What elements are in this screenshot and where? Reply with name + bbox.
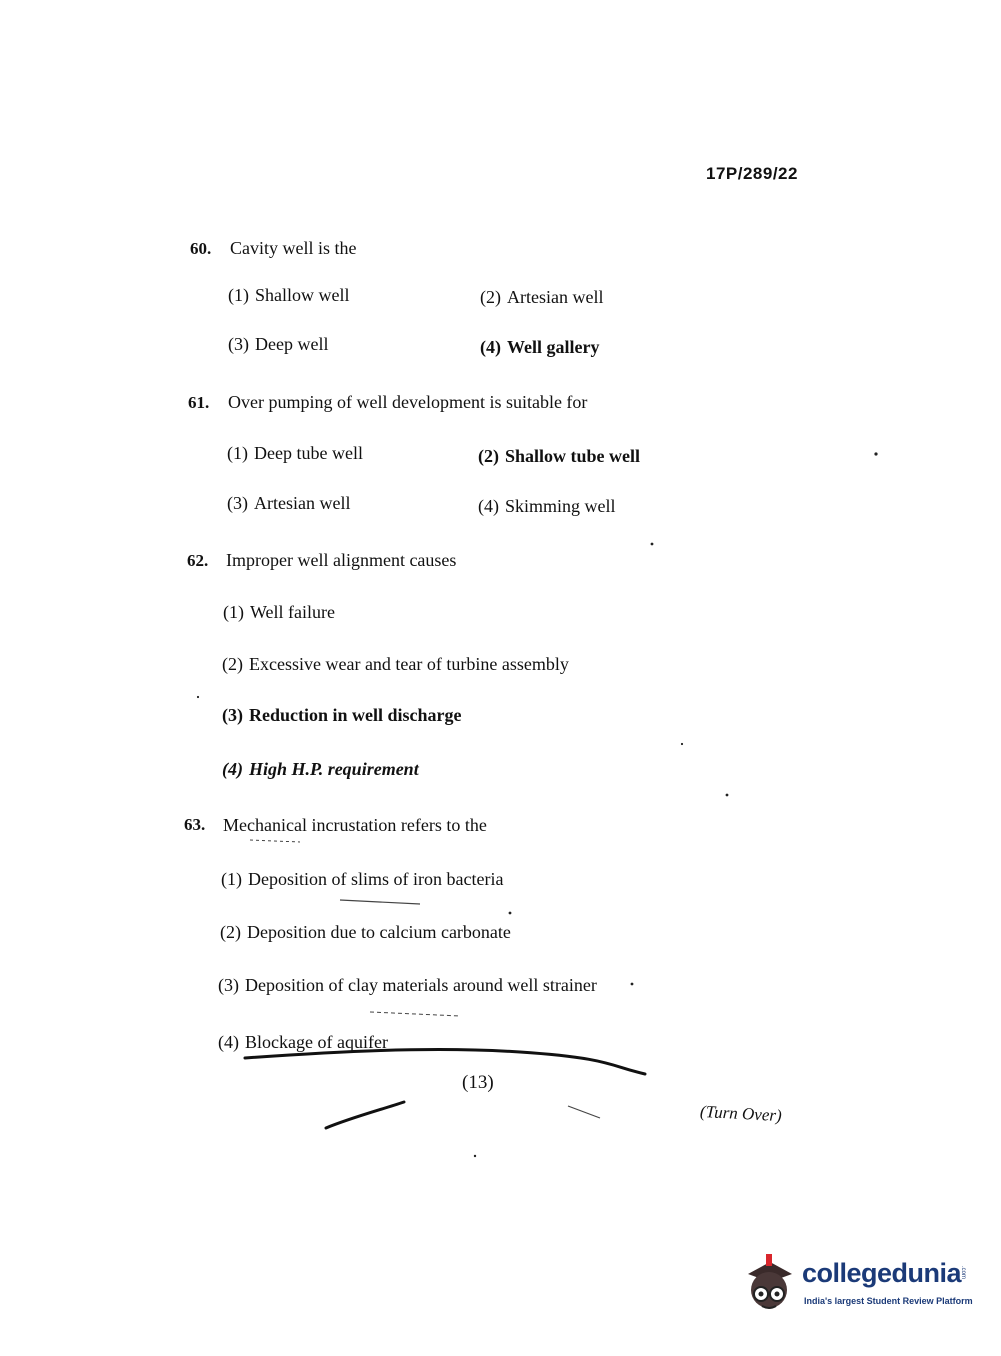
option-number: (4) bbox=[218, 1032, 239, 1052]
page-number: (13) bbox=[462, 1072, 494, 1093]
option-number: (2) bbox=[220, 922, 241, 942]
option-number: (2) bbox=[222, 654, 243, 674]
collegedunia-logo bbox=[742, 1248, 972, 1318]
option-text: Artesian well bbox=[507, 287, 604, 307]
option-number: (3) bbox=[228, 334, 249, 354]
option-number: (4) bbox=[222, 759, 243, 779]
question-text: Over pumping of well development is suitable for bbox=[228, 392, 588, 412]
brand-name: collegedunia bbox=[802, 1258, 962, 1288]
option-number: (1) bbox=[228, 285, 249, 305]
option-number: (3) bbox=[227, 493, 248, 513]
question-text: Mechanical incrustation refers to the bbox=[223, 815, 487, 835]
option-text: Deposition due to calcium carbonate bbox=[247, 922, 511, 942]
option-text: Deposition of slims of iron bacteria bbox=[248, 869, 504, 889]
option-number: (3) bbox=[222, 705, 243, 725]
mascot-icon bbox=[742, 1252, 798, 1312]
option-text: Well gallery bbox=[507, 337, 600, 357]
option-text: Blockage of aquifer bbox=[245, 1032, 388, 1052]
brand-suffix: .com bbox=[960, 1266, 966, 1280]
option-text: Artesian well bbox=[254, 493, 351, 513]
question-text: Cavity well is the bbox=[230, 238, 357, 258]
option-number: (1) bbox=[221, 869, 242, 889]
option-number: (2) bbox=[480, 287, 501, 307]
option-text: Excessive wear and tear of turbine assembly bbox=[249, 654, 569, 674]
question-text: Improper well alignment causes bbox=[226, 550, 457, 570]
option-number: (4) bbox=[480, 337, 501, 357]
question-number: 63. bbox=[184, 815, 206, 834]
option-text: Shallow well bbox=[255, 285, 350, 305]
question-number: 61. bbox=[188, 393, 210, 412]
turn-over-note: (Turn Over) bbox=[699, 1101, 783, 1126]
option-text: Well failure bbox=[250, 602, 336, 622]
option-text: Deposition of clay materials around well strainer bbox=[245, 975, 597, 995]
question-number: 62. bbox=[187, 551, 209, 570]
option-text: Deep well bbox=[255, 334, 329, 354]
brand-tagline: India's largest Student Review Platform bbox=[804, 1296, 973, 1306]
option-text: High H.P. requirement bbox=[249, 759, 419, 779]
option-text: Deep tube well bbox=[254, 443, 363, 463]
option-text: Reduction in well discharge bbox=[249, 705, 462, 725]
option-number: (4) bbox=[478, 496, 499, 516]
option-text: Shallow tube well bbox=[505, 446, 641, 466]
option-number: (2) bbox=[478, 446, 499, 466]
option-number: (1) bbox=[223, 602, 244, 622]
paper-code: 17P/289/22 bbox=[706, 164, 798, 183]
option-number: (3) bbox=[218, 975, 239, 995]
option-number: (1) bbox=[227, 443, 248, 463]
question-number: 60. bbox=[190, 239, 212, 258]
option-text: Skimming well bbox=[505, 496, 616, 516]
